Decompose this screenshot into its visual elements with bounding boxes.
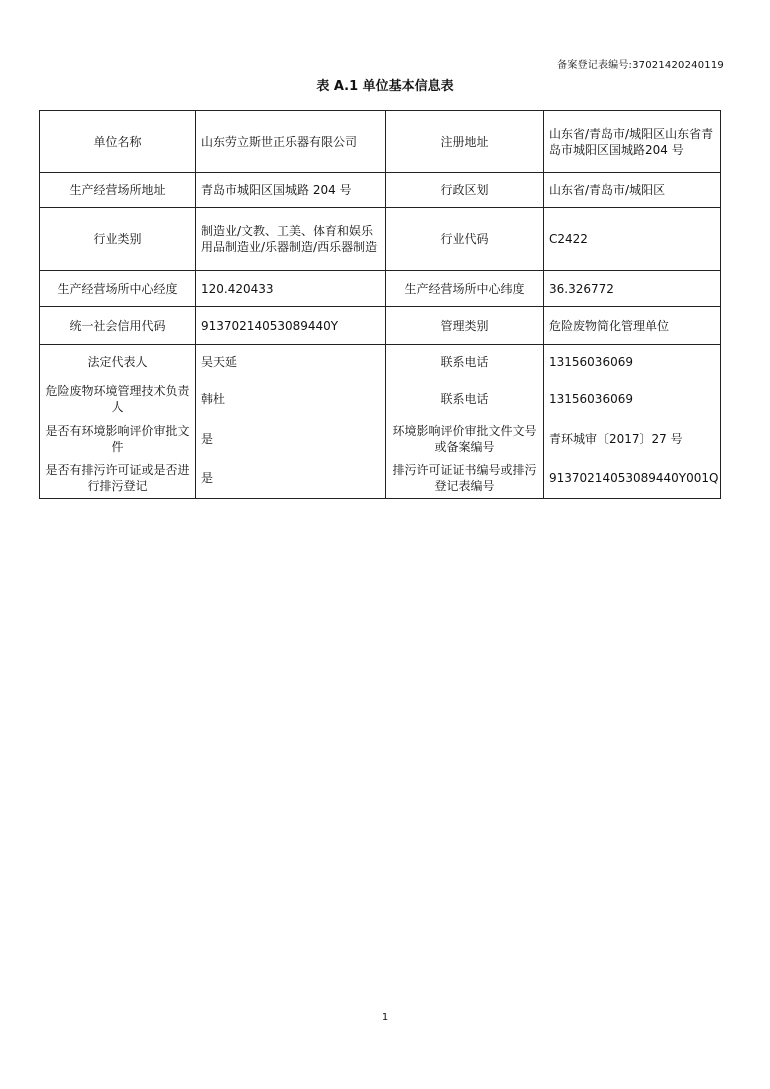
table-title: 表 A.1 单位基本信息表 [316, 79, 454, 94]
value-contact-phone-1: 13156036069 [544, 345, 721, 379]
table-row [40, 271, 721, 307]
value-unit-name: 山东劳立斯世正乐器有限公司 [196, 111, 386, 173]
label-registered-address: 注册地址 [386, 111, 544, 173]
label-longitude: 生产经营场所中心经度 [40, 271, 196, 307]
label-credit-code: 统一社会信用代码 [40, 307, 196, 345]
registration-number [557, 56, 724, 71]
page-number: 1 [381, 1012, 389, 1023]
value-management-category: 危险废物简化管理单位 [544, 307, 721, 345]
unit-info-table [39, 110, 721, 499]
value-industry-code: C2422 [544, 208, 721, 271]
table-row [40, 419, 721, 459]
value-industry-category: 制造业/文教、工美、体育和娱乐用品制造业/乐器制造/西乐器制造 [196, 208, 386, 271]
label-discharge-permit: 是否有排污许可证或是否进行排污登记 [40, 459, 196, 499]
registration-value: 37021420240119 [632, 60, 724, 71]
value-eia-approval: 是 [196, 419, 386, 459]
label-industry-code: 行业代码 [386, 208, 544, 271]
label-legal-representative: 法定代表人 [40, 345, 196, 379]
table-row [40, 459, 721, 499]
label-contact-phone-2: 联系电话 [386, 379, 544, 419]
label-management-category: 管理类别 [386, 307, 544, 345]
label-technical-manager: 危险废物环境管理技术负责人 [40, 379, 196, 419]
value-discharge-permit: 是 [196, 459, 386, 499]
label-latitude: 生产经营场所中心纬度 [386, 271, 544, 307]
registration-label: 备案登记表编号: [557, 60, 633, 71]
value-contact-phone-2: 13156036069 [544, 379, 721, 419]
label-industry-category: 行业类别 [40, 208, 196, 271]
table-row [40, 345, 721, 379]
table-row [40, 208, 721, 271]
value-technical-manager: 韩杜 [196, 379, 386, 419]
label-eia-document-number: 环境影响评价审批文件文号或备案编号 [386, 419, 544, 459]
value-longitude: 120.420433 [196, 271, 386, 307]
label-site-address: 生产经营场所地址 [40, 173, 196, 208]
value-registered-address: 山东省/青岛市/城阳区山东省青岛市城阳区国城路204 号 [544, 111, 721, 173]
value-latitude: 36.326772 [544, 271, 721, 307]
value-admin-division: 山东省/青岛市/城阳区 [544, 173, 721, 208]
label-unit-name: 单位名称 [40, 111, 196, 173]
table-row [40, 111, 721, 173]
value-eia-document-number: 青环城审〔2017〕27 号 [544, 419, 721, 459]
value-credit-code: 91370214053089440Y [196, 307, 386, 345]
label-admin-division: 行政区划 [386, 173, 544, 208]
table-row [40, 307, 721, 345]
label-permit-number: 排污许可证证书编号或排污登记表编号 [386, 459, 544, 499]
table-row [40, 173, 721, 208]
table-row [40, 379, 721, 419]
label-eia-approval: 是否有环境影响评价审批文件 [40, 419, 196, 459]
value-legal-representative: 吴天延 [196, 345, 386, 379]
value-permit-number: 91370214053089440Y001Q [544, 459, 721, 499]
label-contact-phone-1: 联系电话 [386, 345, 544, 379]
value-site-address: 青岛市城阳区国城路 204 号 [196, 173, 386, 208]
